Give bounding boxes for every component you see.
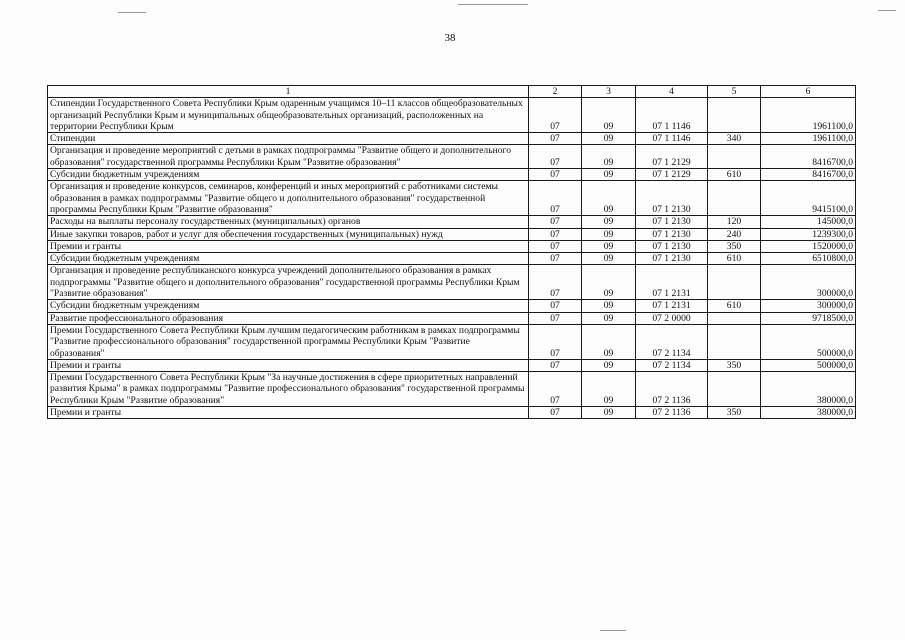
row-name-cell: Премии и гранты [48,359,529,371]
subsection-code-cell: 09 [582,312,636,324]
section-code-cell: 07 [529,300,582,312]
row-name-cell: Стипендии [48,133,529,145]
expense-type-cell: 340 [708,133,761,145]
subsection-code-cell: 09 [582,372,636,407]
subsection-code-cell: 09 [582,181,636,216]
section-code-cell: 07 [529,359,582,371]
amount-cell: 1961100,0 [761,133,856,145]
target-article-cell: 07 1 2130 [636,240,708,252]
section-code-cell: 07 [529,407,582,419]
header-col-1: 1 [48,86,529,98]
header-col-4: 4 [636,86,708,98]
header-col-5: 5 [708,86,761,98]
scan-mark-bottom [600,630,626,631]
amount-cell: 300000,0 [761,300,856,312]
target-article-cell: 07 1 2131 [636,300,708,312]
section-code-cell: 07 [529,216,582,228]
target-article-cell: 07 1 2129 [636,145,708,169]
row-name-cell: Премии Государственного Совета Республики Крым лучшим педагогическим работникам в рамках подпрограммы "Развитие профессионального образования" государственной программы Республики Крым "Развитие образования" [48,324,529,359]
header-col-3: 3 [582,86,636,98]
section-code-cell: 07 [529,181,582,216]
section-code-cell: 07 [529,98,582,133]
row-name-cell: Расходы на выплаты персоналу государственных (муниципальных) органов [48,216,529,228]
header-row [48,86,856,98]
scan-mark-top-left [118,12,146,13]
scan-mark-top-right [878,10,896,11]
expense-type-cell [708,312,761,324]
subsection-code-cell: 09 [582,240,636,252]
section-code-cell: 07 [529,372,582,407]
table-row [48,169,856,181]
amount-cell: 300000,0 [761,265,856,300]
expense-type-cell: 610 [708,253,761,265]
expense-type-cell: 350 [708,359,761,371]
section-code-cell: 07 [529,240,582,252]
page-number: 38 [444,32,456,44]
row-name-cell: Премии и гранты [48,240,529,252]
table-row [48,265,856,300]
table-row [48,312,856,324]
table-row [48,98,856,133]
target-article-cell: 07 1 2130 [636,181,708,216]
expense-type-cell: 350 [708,240,761,252]
amount-cell: 1520000,0 [761,240,856,252]
budget-table [47,85,856,419]
subsection-code-cell: 09 [582,324,636,359]
amount-cell: 9415100,0 [761,181,856,216]
row-name-cell: Развитие профессионального образования [48,312,529,324]
expense-type-cell [708,145,761,169]
scan-mark-top-center [458,4,528,5]
row-name-cell: Организация и проведение республиканского конкурса учреждений дополнительного образования в рамках подпрограммы "Развитие общего и дополнительного образования" государственной программы Республики Крым "Развитие образования" [48,265,529,300]
row-name-cell: Организация и проведение конкурсов, семинаров, конференций и иных мероприятий с работниками системы образования в рамках подпрограммы "Развитие общего и дополнительного образования" государственной программы Республики Крым "Развитие образования" [48,181,529,216]
subsection-code-cell: 09 [582,407,636,419]
target-article-cell: 07 1 2130 [636,228,708,240]
target-article-cell: 07 2 1136 [636,372,708,407]
amount-cell: 8416700,0 [761,145,856,169]
subsection-code-cell: 09 [582,359,636,371]
amount-cell: 145000,0 [761,216,856,228]
amount-cell: 1239300,0 [761,228,856,240]
expense-type-cell [708,372,761,407]
row-name-cell: Премии Государственного Совета Республики Крым "За научные достижения в сфере приоритетных направлений развития Крыма" в рамках подпрограммы "Развитие профессионального образования" государственной программы Республики Крым "Развитие образования" [48,372,529,407]
section-code-cell: 07 [529,228,582,240]
row-name-cell: Субсидии бюджетным учреждениям [48,300,529,312]
table-row [48,145,856,169]
expense-type-cell: 350 [708,407,761,419]
amount-cell: 6510800,0 [761,253,856,265]
section-code-cell: 07 [529,253,582,265]
table-body [48,98,856,419]
table-row [48,133,856,145]
expense-type-cell [708,181,761,216]
expense-type-cell: 120 [708,216,761,228]
subsection-code-cell: 09 [582,133,636,145]
target-article-cell: 07 2 1136 [636,407,708,419]
row-name-cell: Иные закупки товаров, работ и услуг для обеспечения государственных (муниципальных) нужд [48,228,529,240]
amount-cell: 500000,0 [761,324,856,359]
section-code-cell: 07 [529,145,582,169]
expense-type-cell [708,324,761,359]
expense-type-cell: 610 [708,300,761,312]
target-article-cell: 07 2 0000 [636,312,708,324]
table-row [48,407,856,419]
expense-type-cell: 240 [708,228,761,240]
amount-cell: 8416700,0 [761,169,856,181]
table-row [48,324,856,359]
subsection-code-cell: 09 [582,98,636,133]
amount-cell: 380000,0 [761,372,856,407]
amount-cell: 9718500,0 [761,312,856,324]
target-article-cell: 07 1 2130 [636,253,708,265]
expense-type-cell: 610 [708,169,761,181]
target-article-cell: 07 2 1134 [636,359,708,371]
target-article-cell: 07 1 2131 [636,265,708,300]
row-name-cell: Организация и проведение мероприятий с детьми в рамках подпрограммы "Развитие общего и дополнительного образования" государственной программы Республики Крым "Развитие образования" [48,145,529,169]
table-row [48,372,856,407]
table-row [48,181,856,216]
expense-type-cell [708,98,761,133]
amount-cell: 1961100,0 [761,98,856,133]
section-code-cell: 07 [529,169,582,181]
table-row [48,216,856,228]
section-code-cell: 07 [529,312,582,324]
header-col-6: 6 [761,86,856,98]
target-article-cell: 07 1 2129 [636,169,708,181]
subsection-code-cell: 09 [582,228,636,240]
row-name-cell: Премии и гранты [48,407,529,419]
target-article-cell: 07 2 1134 [636,324,708,359]
table-row [48,359,856,371]
amount-cell: 500000,0 [761,359,856,371]
table-row [48,240,856,252]
subsection-code-cell: 09 [582,300,636,312]
subsection-code-cell: 09 [582,265,636,300]
section-code-cell: 07 [529,265,582,300]
row-name-cell: Субсидии бюджетным учреждениям [48,253,529,265]
header-col-2: 2 [529,86,582,98]
subsection-code-cell: 09 [582,216,636,228]
target-article-cell: 07 1 1146 [636,133,708,145]
section-code-cell: 07 [529,133,582,145]
table-header [48,86,856,98]
row-name-cell: Стипендии Государственного Совета Республики Крым одаренным учащимся 10–11 классов общеобразовательных организаций Республики Крым и муниципальных общеобразовательных организаций, расположенных на территории Республики Крым [48,98,529,133]
section-code-cell: 07 [529,324,582,359]
target-article-cell: 07 1 1146 [636,98,708,133]
target-article-cell: 07 1 2130 [636,216,708,228]
table-row [48,228,856,240]
table-row [48,300,856,312]
expense-type-cell [708,265,761,300]
subsection-code-cell: 09 [582,169,636,181]
row-name-cell: Субсидии бюджетным учреждениям [48,169,529,181]
subsection-code-cell: 09 [582,145,636,169]
amount-cell: 380000,0 [761,407,856,419]
table-row [48,253,856,265]
subsection-code-cell: 09 [582,253,636,265]
